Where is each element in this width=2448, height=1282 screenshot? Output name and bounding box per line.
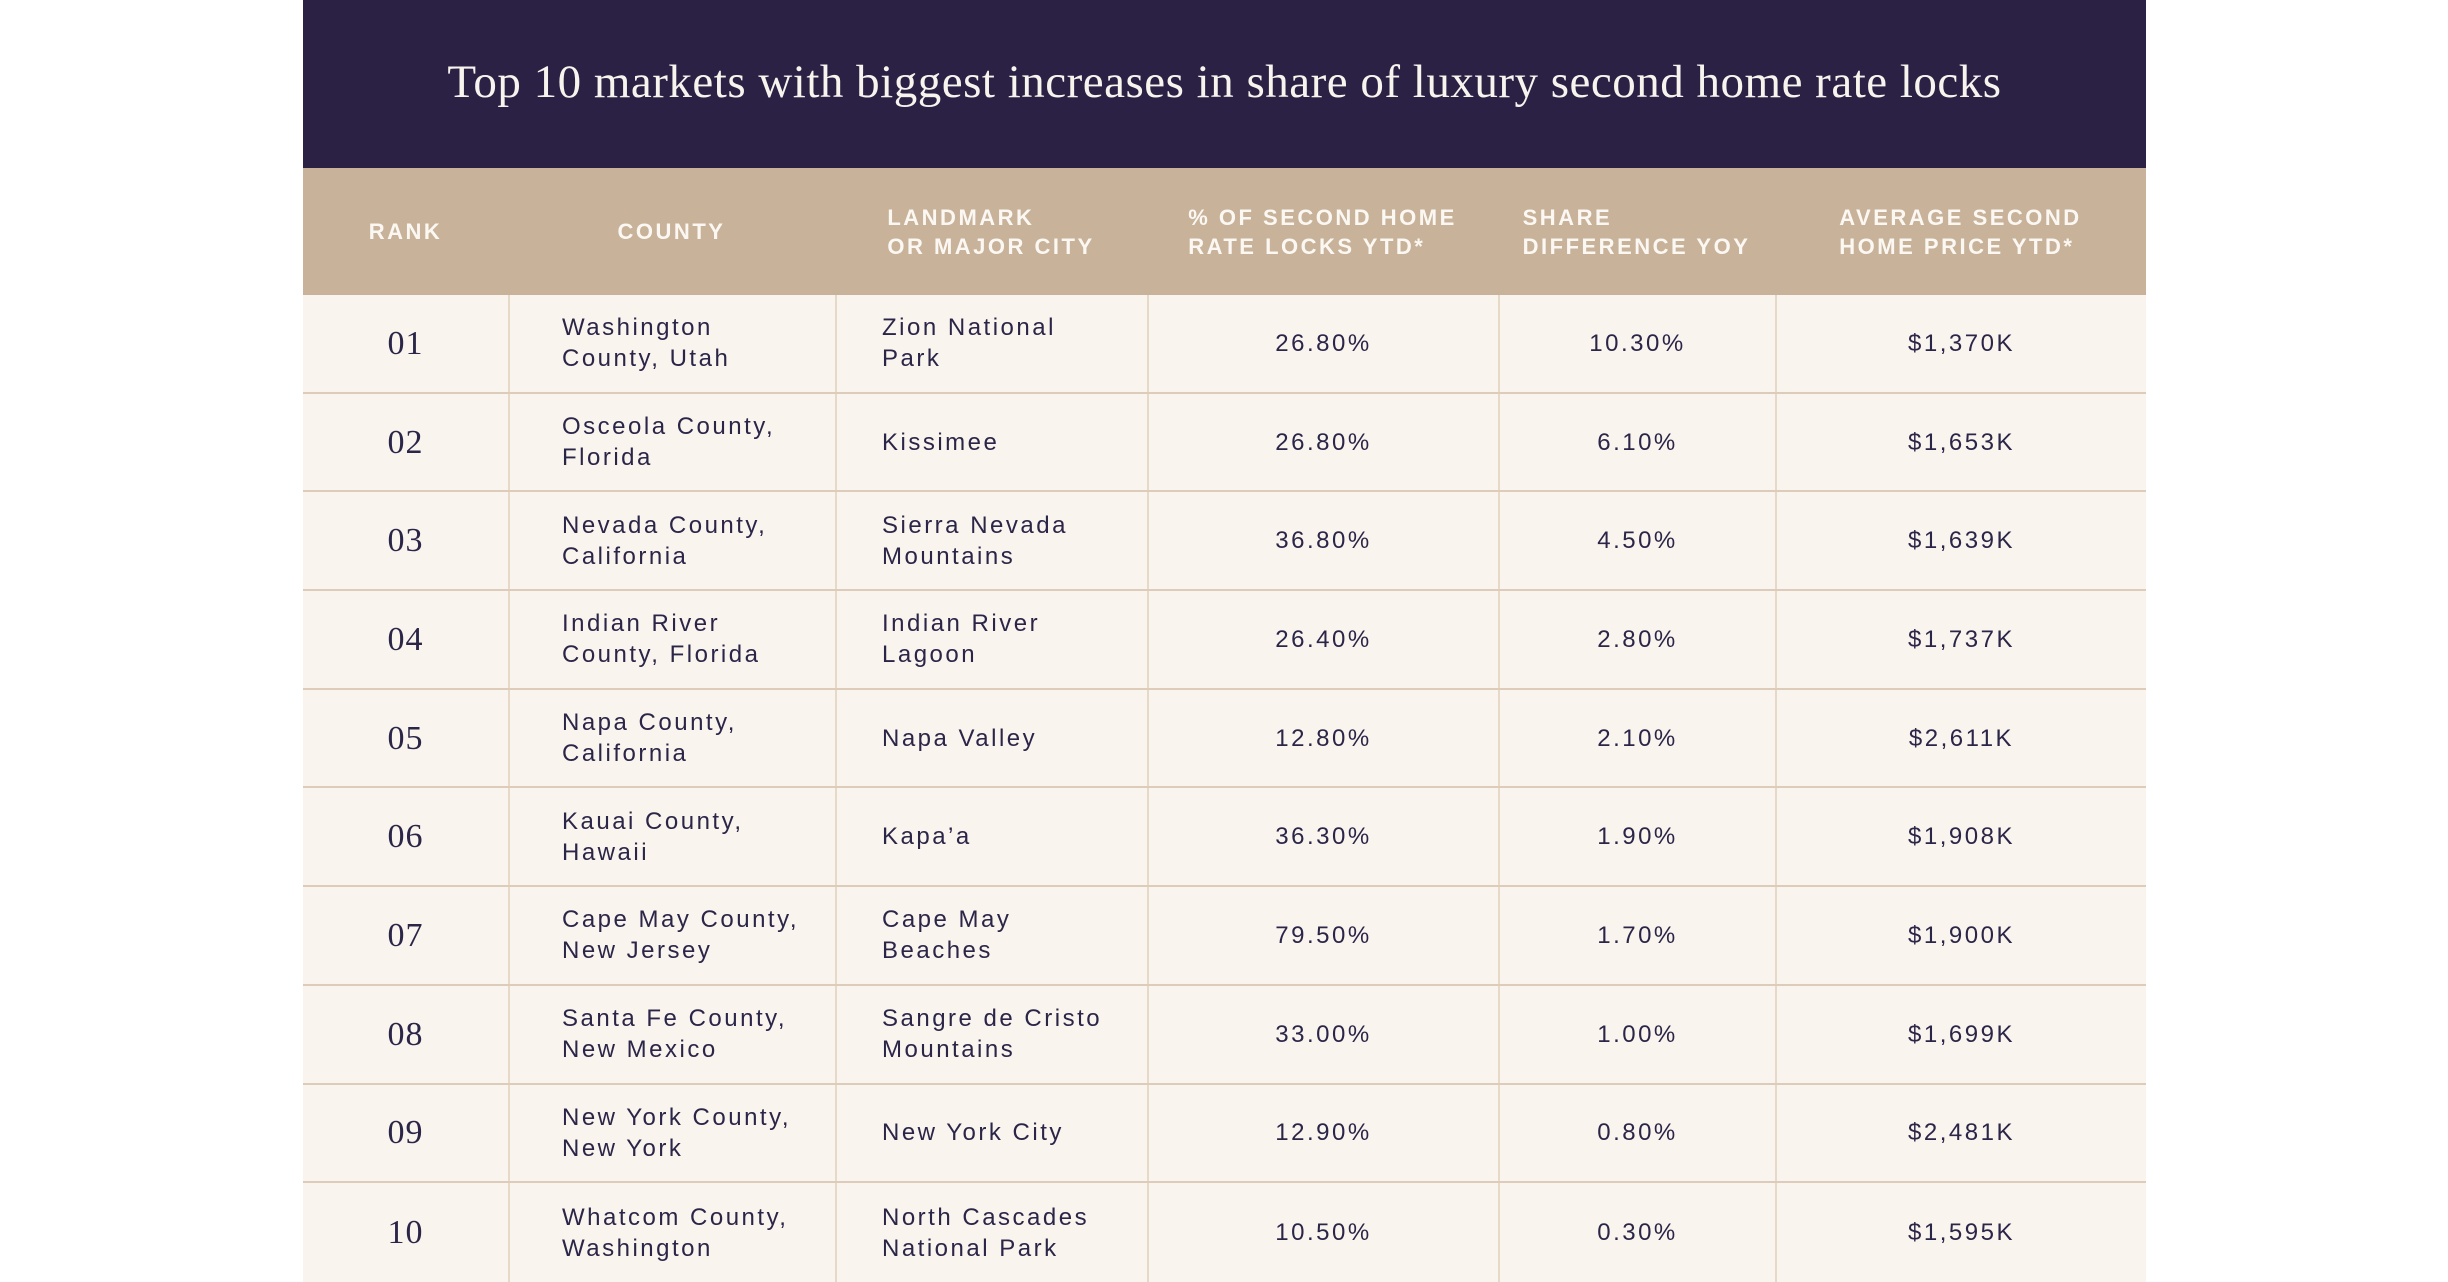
pct-rate-locks-cell: 79.50% [1147, 887, 1498, 984]
avg-price-cell: $1,737K [1775, 591, 2146, 688]
rank-cell: 08 [387, 1015, 424, 1053]
table-body [303, 295, 2146, 1282]
county-value: Santa Fe County, New Mexico [562, 1005, 787, 1064]
column-header-label: RATE LOCKS YTD* [1188, 233, 1426, 259]
rank-cell: 05 [387, 719, 424, 757]
share-difference-cell: 2.10% [1498, 690, 1775, 787]
county-value: Washington County, Utah [562, 314, 731, 373]
landmark-value: Kissimee [882, 428, 1000, 456]
landmark-cell [835, 788, 1147, 885]
rank-cell: 09 [387, 1114, 424, 1152]
share-difference-cell: 2.80% [1498, 591, 1775, 688]
share-difference-cell: 10.30% [1498, 295, 1775, 392]
landmark-value: North Cascades National Park [882, 1203, 1090, 1262]
table-row [303, 394, 2146, 493]
pct-rate-locks-cell: 26.80% [1147, 295, 1498, 392]
rank-cell: 10 [387, 1214, 424, 1252]
county-value: Kauai County, Hawaii [562, 807, 744, 866]
table-row [303, 591, 2146, 690]
county-cell [508, 690, 835, 787]
column-header-row [303, 168, 2146, 295]
rank-cell: 06 [387, 818, 424, 856]
county-value: Indian River County, Florida [562, 610, 761, 669]
avg-price-cell: $1,699K [1775, 986, 2146, 1083]
county-value: Napa County, California [562, 709, 737, 768]
landmark-cell [835, 591, 1147, 688]
column-header-share-difference [1498, 168, 1775, 295]
landmark-cell [835, 492, 1147, 589]
county-value: Cape May County, New Jersey [562, 906, 799, 965]
column-header-label: HOME PRICE YTD* [1839, 233, 2075, 259]
county-cell [508, 986, 835, 1083]
pct-rate-locks-cell: 36.80% [1147, 492, 1498, 589]
table-row [303, 986, 2146, 1085]
landmark-value: Napa Valley [882, 724, 1038, 752]
landmark-value: Kapa’a [882, 823, 972, 851]
avg-price-cell: $1,900K [1775, 887, 2146, 984]
share-difference-cell: 6.10% [1498, 394, 1775, 491]
landmark-value: Sangre de Cristo Mountains [882, 1005, 1103, 1064]
rank-cell: 07 [387, 916, 424, 954]
column-header-label: AVERAGE SECOND [1839, 204, 2082, 230]
landmark-cell [835, 1085, 1147, 1182]
landmark-cell [835, 690, 1147, 787]
county-cell [508, 788, 835, 885]
pct-rate-locks-cell: 36.30% [1147, 788, 1498, 885]
pct-rate-locks-cell: 33.00% [1147, 986, 1498, 1083]
rank-cell: 02 [387, 423, 424, 461]
column-header-label: DIFFERENCE YOY [1522, 233, 1751, 259]
landmark-cell [835, 1183, 1147, 1282]
avg-price-cell: $1,639K [1775, 492, 2146, 589]
share-difference-cell: 0.80% [1498, 1085, 1775, 1182]
landmark-cell [835, 887, 1147, 984]
landmark-cell [835, 986, 1147, 1083]
share-difference-cell: 0.30% [1498, 1183, 1775, 1282]
share-difference-cell: 1.70% [1498, 887, 1775, 984]
avg-price-cell: $2,611K [1775, 690, 2146, 787]
column-header-avg-price [1775, 168, 2146, 295]
rank-cell: 03 [387, 522, 424, 560]
county-cell [508, 1085, 835, 1182]
column-header-landmark [835, 168, 1147, 295]
table-row [303, 1183, 2146, 1282]
column-header-label: COUNTY [617, 219, 726, 244]
landmark-cell [835, 295, 1147, 392]
table-row [303, 492, 2146, 591]
rank-cell: 04 [387, 620, 424, 658]
share-difference-cell: 1.90% [1498, 788, 1775, 885]
pct-rate-locks-cell: 26.40% [1147, 591, 1498, 688]
column-header-pct-rate-locks [1147, 168, 1498, 295]
table-row [303, 887, 2146, 986]
county-cell [508, 591, 835, 688]
county-cell [508, 394, 835, 491]
landmark-value: Cape May Beaches [882, 906, 1012, 965]
county-value: New York County, New York [562, 1103, 791, 1162]
column-header-county [508, 168, 835, 295]
landmark-cell [835, 394, 1147, 491]
table-row [303, 1085, 2146, 1184]
column-header-label: OR MAJOR CITY [887, 233, 1095, 259]
landmark-value: Zion National Park [882, 314, 1056, 373]
pct-rate-locks-cell: 26.80% [1147, 394, 1498, 491]
column-header-label: LANDMARK [887, 204, 1035, 230]
avg-price-cell: $2,481K [1775, 1085, 2146, 1182]
column-header-label: SHARE [1522, 204, 1613, 230]
table-row [303, 788, 2146, 887]
table-row [303, 690, 2146, 789]
county-cell [508, 887, 835, 984]
avg-price-cell: $1,908K [1775, 788, 2146, 885]
county-cell [508, 492, 835, 589]
page-title: Top 10 markets with biggest increases in share of luxury second home rate locks [447, 56, 2002, 108]
share-difference-cell: 4.50% [1498, 492, 1775, 589]
county-value: Nevada County, California [562, 511, 768, 570]
pct-rate-locks-cell: 12.80% [1147, 690, 1498, 787]
county-cell [508, 295, 835, 392]
avg-price-cell: $1,653K [1775, 394, 2146, 491]
county-cell [508, 1183, 835, 1282]
landmark-value: New York City [882, 1119, 1064, 1147]
column-header-rank [303, 168, 508, 295]
column-header-label: % OF SECOND HOME [1188, 204, 1457, 230]
rank-cell: 01 [387, 324, 424, 362]
column-header-label: RANK [368, 219, 443, 244]
title-band [303, 0, 2146, 168]
table-row [303, 295, 2146, 394]
rate-locks-table [303, 0, 2146, 1282]
county-value: Osceola County, Florida [562, 413, 776, 472]
pct-rate-locks-cell: 10.50% [1147, 1183, 1498, 1282]
share-difference-cell: 1.00% [1498, 986, 1775, 1083]
avg-price-cell: $1,370K [1775, 295, 2146, 392]
avg-price-cell: $1,595K [1775, 1183, 2146, 1282]
landmark-value: Indian River Lagoon [882, 610, 1041, 669]
pct-rate-locks-cell: 12.90% [1147, 1085, 1498, 1182]
county-value: Whatcom County, Washington [562, 1203, 789, 1262]
landmark-value: Sierra Nevada Mountains [882, 511, 1068, 570]
